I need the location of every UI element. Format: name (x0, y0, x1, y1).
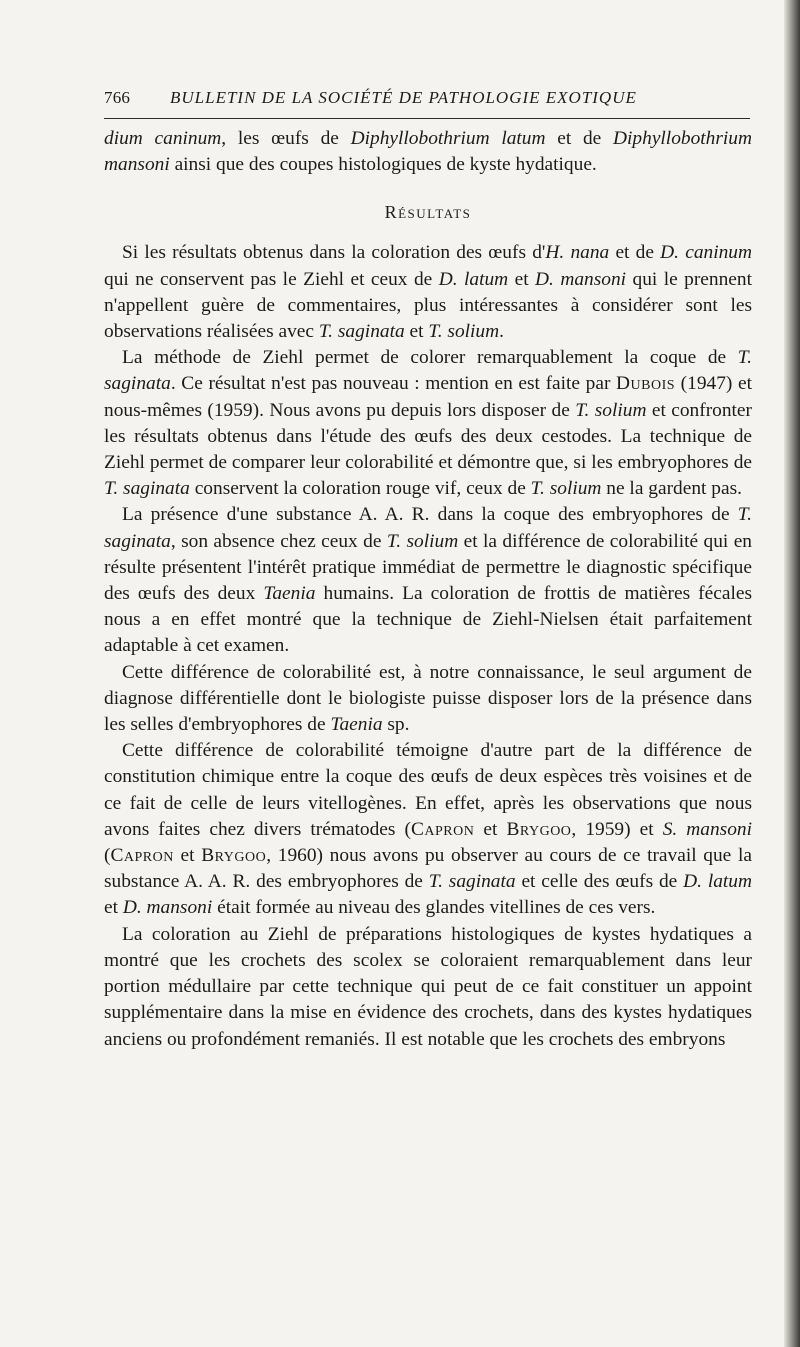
paragraph-continuation: dium caninum, les œufs de Diphyllobothrium latum et de Diphyllobothrium mansoni ainsi que des coupes histologiques de kyste hydatique. (104, 128, 752, 176)
running-header (104, 88, 750, 108)
paragraph: Cette différence de colorabilité est, à notre connaissance, le seul argument de diagnose différentielle dont le biologiste puisse disposer lors de la présence dans les selles d'embryophores de Taenia sp. (104, 661, 752, 736)
paragraph: Cette différence de colorabilité témoigne d'autre part de la différence de constitution chimique entre la coque des œufs de deux espèces très voisines et de ce fait de celle de leurs vitellogènes. En effet, après les observations que nous avons faites chez divers trématodes (Capron et Brygoo, 1959) et S. mansoni (Capron et Brygoo, 1960) nous avons pu observer au cours de ce travail que la substance A. A. R. des embryophores de T. saginata et celle des œufs de D. latum et D. mansoni était formée au niveau des glandes vitellines de ces vers. (104, 740, 753, 919)
paragraph: La méthode de Ziehl permet de colorer remarquablement la coque de T. saginata. Ce résultat n'est pas nouveau : mention en est faite par Dubois (1947) et nous-mêmes (1959). Nous avons pu depuis lors disposer de T. solium et confronter les résultats obtenus dans l'étude des œufs des deux cestodes. La technique de Ziehl permet de comparer leur colorabilité et démontre que, si les embryophores de T. saginata conservent la coloration rouge vif, ceux de T. solium ne la gardent pas. (104, 347, 752, 500)
paragraph: Si les résultats obtenus dans la coloration des œufs d'H. nana et de D. caninum qui ne conservent pas le Ziehl et ceux de D. latum et D. mansoni qui le prennent n'appellent guère de commentaires, plus intéressantes à considérer sont les observations réalisées avec T. saginata et T. solium. (104, 242, 753, 343)
paragraph: La coloration au Ziehl de préparations histologiques de kystes hydatiques a montré que les crochets des scolex se coloraient remarquablement dans leur portion médullaire par cette technique qui peut de ce fait constituer un appoint supplémentaire dans la mise en évidence des crochets, dans des kystes hydatiques anciens ou profondément remaniés. Il est notable que les crochets des embryons (104, 923, 752, 1050)
paragraph: La présence d'une substance A. A. R. dans la coque des embryophores de T. saginata, son absence chez ceux de T. solium et la différence de colorabilité qui en résulte présentent l'intérêt pratique immédiat de permettre le diagnostic spécifique des œufs des deux Taenia humains. La coloration de frottis de matières fécales nous a en effet montré que la technique de Ziehl-Nielsen était parfaitement adaptable à cet examen. (104, 504, 753, 657)
journal-title: BULLETIN DE LA SOCIÉTÉ DE PATHOLOGIE EXOTIQUE (170, 88, 637, 107)
article-body (104, 126, 752, 1053)
header-rule (104, 118, 750, 119)
section-title: Résultats (384, 202, 472, 223)
page-edge-shadow (784, 0, 800, 1347)
page-number: 766 (104, 88, 131, 107)
